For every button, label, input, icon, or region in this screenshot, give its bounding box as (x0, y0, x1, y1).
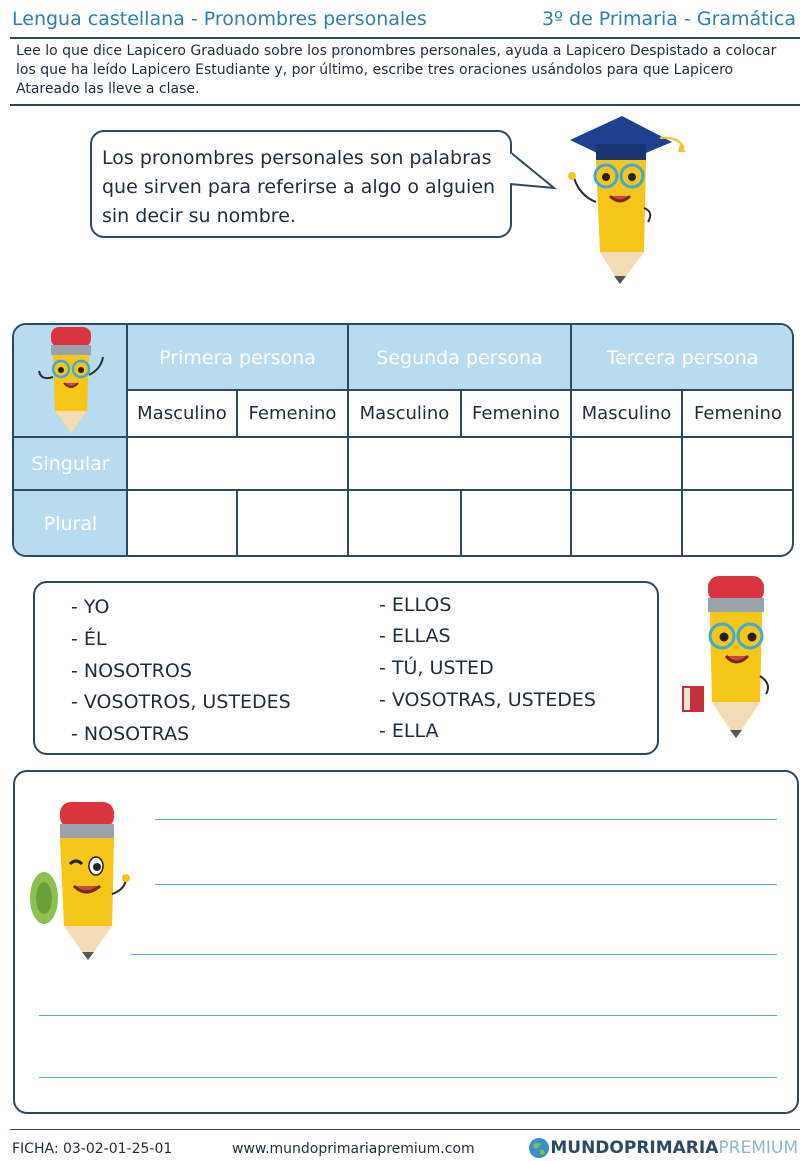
answer-cell[interactable] (682, 437, 794, 490)
worksheet-subject: Lengua castellana - Pronombres personales (12, 8, 427, 30)
grid-line (14, 436, 794, 438)
book-pencil-icon (676, 572, 786, 742)
header-gender: Masculino (571, 390, 682, 437)
row-singular: Singular (14, 437, 127, 490)
word-item: - ELLAS (379, 625, 451, 647)
word-item: - NOSOTROS (71, 660, 192, 682)
grid-line (460, 490, 462, 557)
word-item: - TÚ, USTED (379, 657, 494, 679)
bubble-line: que sirven para referirse a algo o alguien (102, 176, 496, 198)
word-bank (33, 581, 659, 755)
header-segunda-persona: Segunda persona (348, 325, 571, 390)
pronoun-table (12, 323, 794, 557)
grid-line (236, 390, 238, 437)
answer-cell[interactable] (571, 437, 682, 490)
header-gender: Femenino (682, 390, 794, 437)
word-item: - YO (71, 596, 110, 618)
backpack-pencil-icon (26, 798, 136, 964)
bubble-tail (510, 150, 558, 194)
bubble-line: Los pronombres personales son palabras (102, 147, 492, 169)
header-divider (10, 37, 800, 39)
speech-bubble (90, 130, 512, 238)
footer-url[interactable]: www.mundoprimariapremium.com (232, 1141, 475, 1157)
grid-line (14, 489, 794, 491)
brand-light: PREMIUM (718, 1138, 798, 1158)
word-item: - ÉL (71, 628, 107, 650)
word-item: - ELLA (379, 720, 439, 742)
bubble-line: sin decir su nombre. (102, 205, 296, 227)
header-gender: Masculino (348, 390, 461, 437)
header-gender: Femenino (237, 390, 348, 437)
answer-cell[interactable] (127, 437, 348, 490)
bubble-text (102, 144, 495, 231)
writing-line[interactable] (155, 819, 777, 820)
table-corner (14, 325, 127, 437)
word-item: - VOSOTROS, USTEDES (71, 691, 291, 713)
header-gender: Masculino (127, 390, 237, 437)
student-pencil-icon (29, 325, 113, 437)
grid-line (347, 325, 349, 557)
word-item: - VOSOTRAS, USTEDES (379, 689, 596, 711)
brand-logo (528, 1137, 798, 1159)
header-primera-persona: Primera persona (127, 325, 348, 390)
instructions: Lee lo que dice Lapicero Graduado sobre los pronombres personales, ayuda a Lapicero Despistado a colocar los que ha leído Lapicero Estudiante y, por último, escribe tres oraciones usándolos para que Lapicero Atareado las lleve a clase. (16, 43, 777, 97)
word-item: - ELLOS (379, 594, 452, 616)
grid-line (681, 390, 683, 557)
grid-line (236, 490, 238, 557)
footer-divider (10, 1129, 800, 1130)
grid-line (127, 389, 794, 391)
brand-bold: MUNDOPRIMARIA (550, 1138, 719, 1158)
row-plural: Plural (14, 490, 127, 557)
worksheet-level: 3º de Primaria - Gramática (541, 8, 796, 30)
grid-line (570, 325, 572, 557)
graduate-pencil-icon (560, 112, 700, 292)
writing-line[interactable] (155, 884, 777, 885)
writing-line[interactable] (39, 1015, 777, 1016)
instructions-divider (10, 104, 800, 106)
globe-icon (528, 1137, 550, 1159)
writing-line[interactable] (39, 1077, 777, 1078)
grid-line (460, 390, 462, 437)
answer-cell[interactable] (348, 437, 571, 490)
ficha-code: FICHA: 03-02-01-25-01 (12, 1141, 173, 1157)
writing-line[interactable] (131, 954, 777, 955)
grid-line (126, 325, 128, 557)
header-tercera-persona: Tercera persona (571, 325, 794, 390)
header-gender: Femenino (461, 390, 571, 437)
word-item: - NOSOTRAS (71, 723, 190, 745)
